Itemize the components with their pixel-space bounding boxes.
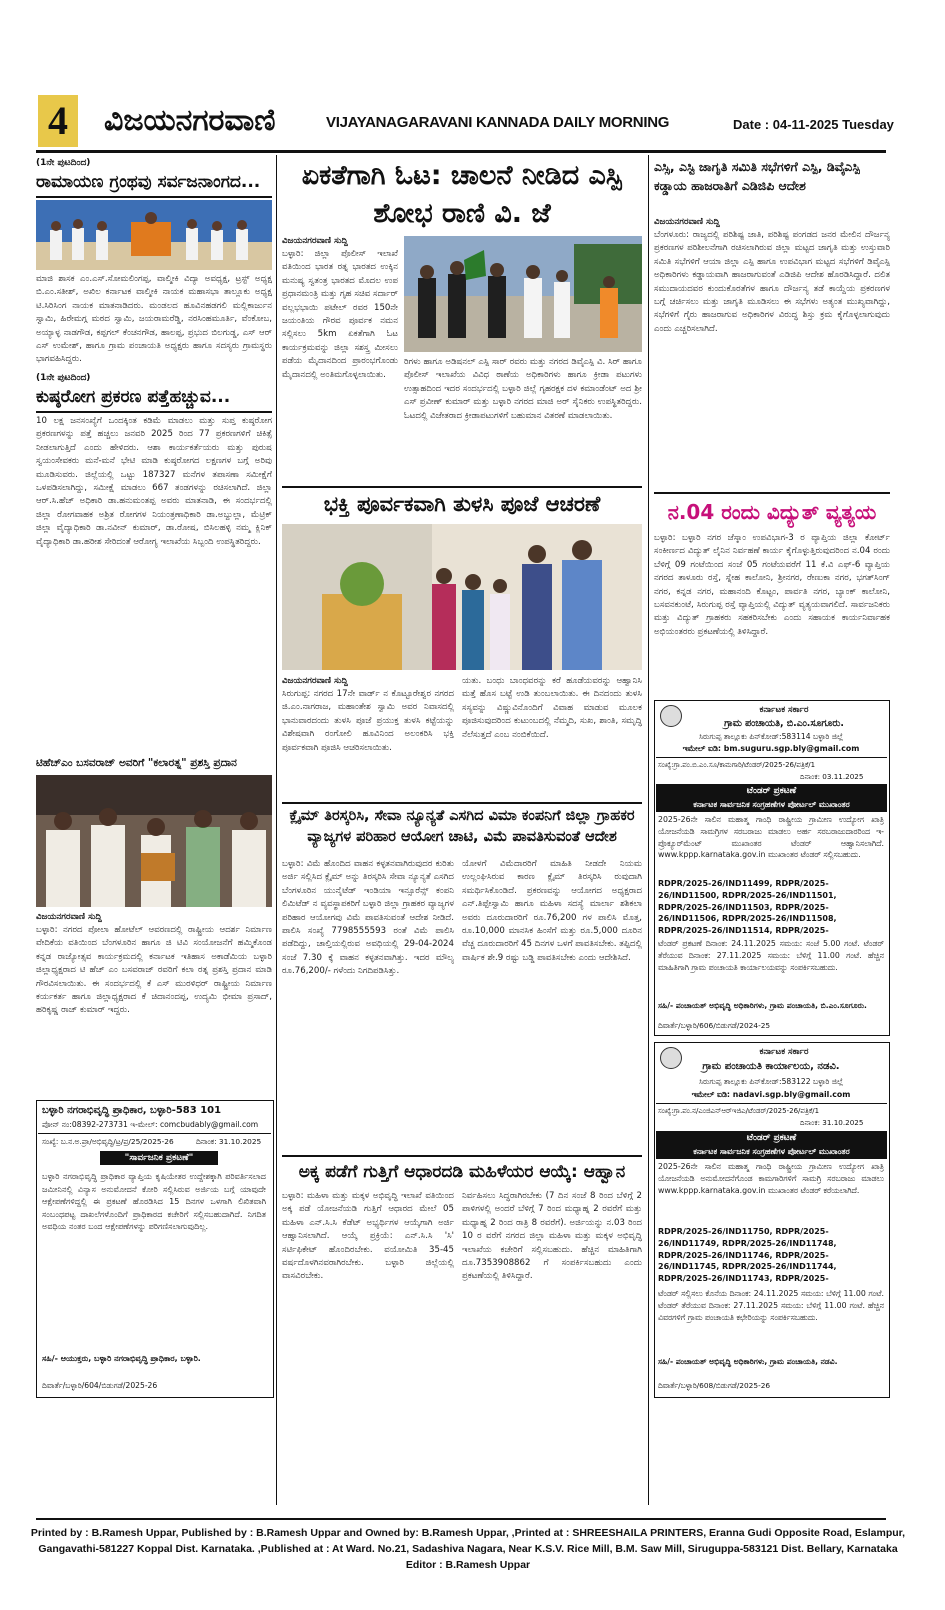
tender1-reference: ಸಂಖ್ಯೆ:ಗ್ರಾ.ಪಂ.ಬಿ.ಎಂ.ಸೂ/ಕಾಮಗಾರಿ/ಟೆಂಡರ್/2025-26/ಪತ್ರಿಕೆ/1 <box>658 761 816 769</box>
tender1-email: ಇಮೇಲ್ ಐಡಿ: bm.suguru.sgp.bly@gmail.com <box>682 744 860 753</box>
column-divider <box>276 155 277 1505</box>
sc-st-committee-headline: ಎಸ್ಸಿ, ಎಸ್ಟಿ ಜಾಗೃತಿ ಸಮಿತಿ ಸಭೆಗಳಿಗೆ ಎಸ್ಪಿ, ಡಿವೈಎಸ್ಪಿ ಕಡ್ಡಾಯ ಹಾಜರಾತಿಗೆ ಎಡಿಜಿಪಿ ಆದೇಶ <box>654 159 860 193</box>
tender2-email: ಇಮೇಲ್ ಐಡಿ: nadavi.sgp.bly@gmail.com <box>691 1090 851 1099</box>
consumer-forum-text-col2: ಯೋಳಗೆ ವಿಮೆದಾರರಿಗೆ ಮಾಹಿತಿ ನೀಡದೇ ನಿಯಮ ಉಲ್ಲಂಘಿಸಿರುವ ಕಾರಣ ಕ್ಲೈಮ್ ತಿರಸ್ಕರಿಸಿ ರುವುದಾಗಿ ಸಮರ್ಥಿಸಿಕೊಂಡಿದೆ. ಪ್ರಕರಣವನ್ನು ಆಯೋಗದ ಅಧ್ಯಕ್ಷರಾದ ಎನ್.ತಿಪ್ಪೇಸ್ವಾಮಿ ಹಾಗೂ ಮಹಿಳಾ ಸದಸ್ಯೆ ಮಾರ್ಲಾ ಶಶಿಕಲಾ ಅವರು ದೂರುದಾರರಿಗೆ ರೂ.76,200 ಗಳ ಪಾಲಿಸಿ ಮೊತ್ತ, ರೂ.10,000 ಮಾನಸಿಕ ಹಿಂಸೆಗೆ ಮತ್ತು ರೂ.5,000 ದೂರಿನ ವೆಚ್ಚ ದೂರುದಾರರಿಗೆ 45 ದಿನಗಳ ಒಳಗೆ ಪಾವತಿಸಬೇಕು. ತಪ್ಪಿದಲ್ಲಿ ವಾರ್ಷಿಕ ಶೇ.9 ರಷ್ಟು ಬಡ್ಡಿ ಪಾವತಿಸಬೇಕು ಎಂದು ಆದೇಶಿಸಿದೆ. <box>462 859 642 963</box>
tender2-subheading: ಕರ್ನಾಟಕ ಸಾರ್ವಜನಿಕ ಸಂಗ್ರಹಣೆಗಳ ಪೋರ್ಟಲ್ ಮುಖಾಂತರ <box>656 1145 887 1159</box>
government-emblem-icon <box>660 705 682 727</box>
leprosy-headline: ಕುಷ್ಠರೋಗ ಪ್ರಕರಣ ಪತ್ತೆಹಚ್ಚುವ... <box>36 387 231 407</box>
unity-run-text-col2: ರಿಗಳು ಹಾಗೂ ಅಡಿಷನಲ್ ಎಸ್ಪಿ ಸಾರ್ ರವರು ಮತ್ತು ನಗರದ ಡಿವೈಎಸ್ಪಿ ವಿ. ಸಿರ್ ಹಾಗೂ ಪೊಲೀಸ್ ಇಲಾಖೆಯ ವಿವಿಧ ಠಾಣೆಯ ಅಧಿಕಾರಿಗಳು ಹಾಗೂ ಕ್ರೀಡಾ ಪಟುಗಳು ಉತ್ಸಾಹದಿಂದ ಇದರ ಸಂದರ್ಭದಲ್ಲಿ ಬಳ್ಳಾರಿ ಜಿಲ್ಲೆ ಗೃಹರಕ್ಷಕ ದಳ ಕಮಾಂಡೆಂಟ್ ಅದ ಶ್ರೀ ಎಸ್ ಪ್ರವೀಣ್ ಕುಮಾರ್ ಮತ್ತು ಬಳ್ಳಾರಿ ನಗರದ ಮಾಜಿ ಅರ್ ಸೈನಿಕರು ಉಪಸ್ಥಿತರಿದ್ದರು. ಓಟದಲ್ಲಿ ವಿಜೇತರಾದ ಕ್ರೀಡಾಪಟುಗಳಿಗೆ ಬಹುಮಾನ ವಿತರಣೆ ಮಾಡಲಾಯಿತು. <box>404 357 642 421</box>
notice-signature: ಸಹಿ/- ಆಯುಕ್ತರು, ಬಳ್ಳಾರಿ ನಗರಾಭಿವೃದ್ಧಿ ಪ್ರಾಧಿಕಾರ, ಬಳ್ಳಾರಿ. <box>42 1354 201 1363</box>
imprint-line: Printed by : B.Ramesh Uppar, Published by : B.Ramesh Uppar and Owned by: B.Ramesh Uppar, ,Printed at : SHREESHAILA PRINTERS, Eranna Gudi Opposite Road, Eslampur, Gangavathi-581227 Koppal Dist. Karnataka. ,Published at : At Ward. No.21, Sadashiva Nagara, Near K.S.V. Rice Mill, B.M. Saw Mill, Siruguppa-583121 Dist. Bellary, Karnataka Editor : B.Ramesh Uppar <box>30 1527 906 1571</box>
tulsi-puja-byline: ವಿಜಯನಗರವಾಣಿ ಸುದ್ದಿ <box>282 676 348 686</box>
tulsi-puja-headline: ಭಕ್ತಿ ಪೂರ್ವಕವಾಗಿ ತುಳಸಿ ಪೂಜೆ ಆಚರಣೆ <box>323 492 601 516</box>
ramayana-event-photo <box>36 200 272 270</box>
akka-pade-headline: ಅಕ್ಕ ಪಡೆಗೆ ಗುತ್ತಿಗೆ ಆಧಾರದಡಿ ಮಹಿಳೆಯರ ಆಯ್ಕೆ: ಆಹ್ವಾನ <box>298 1162 626 1182</box>
tender1-govt: ಕರ್ನಾಟಕ ಸರ್ಕಾರ <box>759 705 809 715</box>
tender-rule <box>656 1103 887 1104</box>
ramayana-headline: ರಾಮಾಯಣ ಗ್ರಂಥವು ಸರ್ವಜನಾಂಗದ... <box>36 172 261 192</box>
award-headline: ಟಿಹೆಚ್‌ಎಂ ಬಸವರಾಜ್ ಅವರಿಗೆ "ಕಲಾರತ್ನ" ಪ್ರಶಸ್ತಿ ಪ್ರದಾನ <box>36 757 237 769</box>
notice-authority-title: ಬಳ್ಳಾರಿ ನಗರಾಭಿವೃದ್ಧಿ ಪ್ರಾಧಿಕಾರ, ಬಳ್ಳಾರಿ-583 101 <box>42 1105 222 1116</box>
tender1-release-code: ದಿವಾರ್ತೆ/ಬಳ್ಳಾರಿ/606/ಬಿಡುಗಡೆ/2024-25 <box>658 1021 771 1030</box>
unity-run-text-col1: ಬಳ್ಳಾರಿ: ಜಿಲ್ಲಾ ಪೊಲೀಸ್ ಇಲಾಖೆ ವತಿಯಿಂದ ಭಾರತ ರತ್ನ ಭಾರತದ ಉಕ್ಕಿನ ಮನುಷ್ಯ ಸ್ವತಂತ್ರ ಭಾರತದ ಮೊದಲ ಉಪ ಪ್ರಧಾನಮಂತ್ರಿ ಮತ್ತು ಗೃಹ ಸಚಿವ ಸರ್ದಾರ್ ವಲ್ಲಭಭಾಯಿ ಪಟೇಲ್ ರವರ 150ನೇ ಜಯಂತಿಯ ಗೌರವ ಪೂರ್ವಕ ನಮನ ಸಲ್ಲಿಸಲು 5km ಏಕತೆಗಾಗಿ ಓಟ ಕಾರ್ಯಕ್ರಮವನ್ನು ಜಿಲ್ಲಾ ಸಶಸ್ತ್ರ ಮೀಸಲು ಪಡೆಯ ಮೈದಾನದಿಂದ ಪ್ರಾರಂಭಗೊಂಡು ಮೈದಾನದಲ್ಲಿ ಅಂತಿಮಗೊಳ್ಳಲಾಯಿತು. <box>282 249 398 380</box>
unity-run-headline: ಏಕತೆಗಾಗಿ ಓಟ: ಚಾಲನೆ ನೀಡಿದ ಎಸ್ಪಿ ಶೋಭ ರಾಣಿ ವಿ. ಜೆ <box>301 160 623 229</box>
tender2-indent-codes: RDPR/2025-26/IND11750, RDPR/2025-26/IND11749, RDPR/2025-26/IND11748, RDPR/2025-26/IND11746, RDPR/2025-26/IND11745, RDPR/2025-26/IND11744, RDPR/2025-26/IND11743, RDPR/2025- <box>658 1227 837 1284</box>
headline-rule <box>36 411 272 413</box>
sc-st-article-text: ಬೆಂಗಳೂರು: ರಾಜ್ಯದಲ್ಲಿ ಪರಿಶಿಷ್ಟ ಜಾತಿ, ಪರಿಶಿಷ್ಟ ಪಂಗಡದ ಜನರ ಮೇಲಿನ ದೌರ್ಜನ್ಯ ಪ್ರಕರಣಗಳ ಪರಿಶೀಲನೆಗಾಗಿ ರಚಿಸಲಾಗಿರುವ ಜಿಲ್ಲಾ ಮಟ್ಟದ ಜಾಗೃತಿ ಮತ್ತು ಉಸ್ತುವಾರಿ ಸಮಿತಿ ಸಭೆಗಳಿಗೆ ಆಯಾ ಜಿಲ್ಲಾ ಎಸ್ಪಿ ಹಾಗೂ ಉಪವಿಭಾಗ ಮಟ್ಟದ ಸಭೆಗಳಿಗೆ ಡಿವೈಎಸ್ಪಿ ಅಧಿಕಾರಿಗಳು ಕಡ್ಡಾಯವಾಗಿ ಹಾಜರಾಗುವಂತೆ ಎಡಿಜಿಪಿ ಆದೇಶ ಹೊರಡಿಸಿದ್ದಾರೆ. ದಲಿತ ಸಮುದಾಯದವರ ಕುಂದುಕೊರತೆಗಳ ಹಾಗೂ ದೌರ್ಜನ್ಯ ತಡೆ ಕಾಯ್ದೆಯ ಪ್ರಕರಣಗಳ ಬಗ್ಗೆ ಚರ್ಚಿಸಲು ಮತ್ತು ಜಾಗೃತಿ ಮೂಡಿಸಲು ಈ ಸಭೆಗಳು ಅತ್ಯಂತ ಮುಖ್ಯವಾಗಿದ್ದು, ಸಭೆಗಳಿಗೆ ಗೈರು ಹಾಜರಾಗುವ ಅಧಿಕಾರಿಗಳ ವಿರುದ್ಧ ಶಿಸ್ತು ಕ್ರಮ ಕೈಗೊಳ್ಳಲಾಗುವುದು ಎಂದು ಎಚ್ಚರಿಸಲಾಗಿದೆ. <box>654 230 890 334</box>
consumer-forum-headline: ಕ್ಲೈಮ್ ತಿರಸ್ಕರಿಸಿ, ಸೇವಾ ನ್ಯೂನ್ಯತೆ ಎಸಗಿದ ವಿಮಾ ಕಂಪನಿಗೆ ಜಿಲ್ಲಾ ಗ್ರಾಹಕರ ವ್ಯಾಜ್ಯಗಳ ಪರಿಹಾರ ಆಯೋಗ ಚಾಟಿ, ವಿಮೆ ಪಾವತಿಸುವಂತೆ ಆದೇಶ <box>289 808 635 845</box>
tender1-body-text: 2025-26ನೇ ಸಾಲಿನ ಮಹಾತ್ಮ ಗಾಂಧಿ ರಾಷ್ಟ್ರೀಯ ಗ್ರಾಮೀಣ ಉದ್ಯೋಗ ಖಾತ್ರಿ ಯೋಜನೆಯಡಿ ಸಾಮಗ್ರಿಗಳ ಸರಬರಾಜು ಮಾಡಲು ಅರ್ಹ ಸರಬರಾಜುದಾರರಿಂದ ಇ-ಪ್ರೊಕ್ಯೂರ್‌ಮೆಂಟ್ ಮುಖಾಂತರ ಟೆಂಡರ್ ಆಹ್ವಾನಿಸಲಾಗಿದೆ. www.kppp.karnataka.gov.in ಮುಖಾಂತರ ಟೆಂಡರ್ ಸಲ್ಲಿಸಬಹುದು. <box>658 815 884 860</box>
award-article-text: ಬಳ್ಳಾರಿ: ನಗರದ ಪೋಲಾ ಹೋಟೆಲ್ ಆವರಣದಲ್ಲಿ ರಾಷ್ಟ್ರೀಯ ಆದರ್ಶ ನಿರ್ಮಾಣ ವೇದಿಕೆಯ ವತಿಯಿಂದ ಬೆಂಗಳೂರಿನ ಹಾಗೂ ಜಿ ಟಿವಿ ಸಂಯೋಜನೆಗೆ ಹಮ್ಮಿಕೊಂಡ ಕನ್ನಡ ರಾಜ್ಯೋತ್ಸವ ಕಾರ್ಯಕ್ರಮದಲ್ಲಿ ಕರ್ನಾಟಕ ಇತಿಹಾಸ ಅಕಾಡೆಮಿಯ ಬಳ್ಳಾರಿ ಜಿಲ್ಲಾಧ್ಯಕ್ಷರಾದ ಟಿ ಹೆಚ್ ಎಂ ಬಸವರಾಜ್ ರವರಿಗೆ ಕಲಾ ರತ್ನ ಪ್ರಶಸ್ತಿ ಪ್ರದಾನ ಮಾಡಿ ಗೌರವಿಸಲಾಯಿತು. ಈ ಸಂದರ್ಭದಲ್ಲಿ ಕೆ ಎಸ್ ಮುರಳಿಧರ್ ರಾಷ್ಟ್ರೀಯ ನಿರ್ಮಾಣ ಕರ್ಯಕರ್ತ ಹಾಗೂ ಜಿಲ್ಲಾಧ್ಯಕ್ಷರಾದ ಕೆ ಚಿದಾನಂದಪ್ಪ, ಉದ್ಯಮಿ ಭೀಮಾ ಪ್ರಸಾದ್, ಹರಿಕೃಷ್ಣ ರಾಜ್ ಕುಮಾರ್ ಇದ್ದರು. <box>36 925 272 1016</box>
akka-pade-text-col1: ಬಳ್ಳಾರಿ: ಮಹಿಳಾ ಮತ್ತು ಮಕ್ಕಳ ಅಭಿವೃದ್ಧಿ ಇಲಾಖೆ ವತಿಯಿಂದ ಅಕ್ಕ ಪಡೆ ಯೋಜನೆಯಡಿ ಗುತ್ತಿಗೆ ಆಧಾರದ ಮೇಲೆ 05 ಮಹಿಳಾ ಎನ್.ಸಿ.ಸಿ ಕೆಡೆಟ್ ಅಭ್ಯರ್ಥಿಗಳ ಆಯ್ಕೆಗಾಗಿ ಅರ್ಜಿ ಆಹ್ವಾನಿಸಲಾಗಿದೆ. ಆಯ್ಕೆ ಪ್ರಕ್ರಿಯೆ: ಎನ್.ಸಿ.ಸಿ 'ಸಿ' ಸರ್ಟಿಫಿಕೇಟ್ ಹೊಂದಿರಬೇಕು. ವಯೋಮಿತಿ 35-45 ವರ್ಷದೊಳಗಿನವರಾಗಿರಬೇಕು. ಬಳ್ಳಾರಿ ಜಿಲ್ಲೆಯಲ್ಲಿ ವಾಸವಿರಬೇಕು. <box>282 1191 454 1282</box>
masthead-title-kannada: ವಿಜಯನಗರವಾಣಿ <box>104 103 276 138</box>
issue-date: Date : 04-11-2025 Tuesday <box>733 117 894 132</box>
tender1-date: ದಿನಾಂಕ: 03.11.2025 <box>800 772 864 781</box>
footer-rule <box>36 1518 886 1520</box>
tender2-office: ಗ್ರಾಮ ಪಂಚಾಯತಿ ಕಾರ್ಯಾಲಯ, ನಡವಿ. <box>702 1061 840 1072</box>
notice-heading: "ಸಾರ್ವಜನಿಕ ಪ್ರಕಟಣೆ" <box>100 1151 218 1165</box>
header-rule <box>36 150 886 153</box>
headline-rule <box>36 196 272 198</box>
section-rule <box>282 1155 642 1157</box>
consumer-forum-text-col1: ಬಳ್ಳಾರಿ: ವಿಮೆ ಹೊಂದಿದ ವಾಹನ ಕಳ್ಳತನವಾಗಿರುವುದರ ಕುರಿತು ಅರ್ಜಿ ಸಲ್ಲಿಸಿದ ಕ್ಲೈಮ್ ಅನ್ನು ತಿರಸ್ಕರಿಸಿ ಸೇವಾ ನ್ಯೂನ್ಯತೆ ಎಸಗಿದ ಬೆಂಗಳೂರಿನ ಯುನೈಟೆಡ್ ಇಂಡಿಯಾ ಇನ್ಸೂರೆನ್ಸ್ ಕಂಪನಿ ಲಿಮಿಟೆಡ್ ನ ವ್ಯವಸ್ಥಾಪಕರಿಗೆ ಬಳ್ಳಾರಿ ಜಿಲ್ಲಾ ಗ್ರಾಹಕರ ವ್ಯಾಜ್ಯಗಳ ಪರಿಹಾರ ಆಯೋಗವು ವಿಮೆ ಪಾವತಿಸುವಂತೆ ಆದೇಶ ನೀಡಿದೆ. ಪಾಲಿಸಿ ಸಂಖ್ಯೆ 7798555593 ರಂತೆ ವಿಮೆ ಪಾಲಿಸಿ ಪಡೆದಿದ್ದು, ಚಾಲ್ತಿಯಲ್ಲಿರುವ ಅವಧಿಯಲ್ಲಿ 29-04-2024 ಸಂಜೆ 7.30 ಕ್ಕೆ ವಾಹನ ಕಳ್ಳತನವಾಗಿತ್ತು. ಇದರ ಮೌಲ್ಯ ರೂ.76,200/- ಗಳೆಂದು ನಿಗದಿಪಡಿಸಿತ್ತು. <box>282 859 454 977</box>
tender1-address: ಸಿರುಗುಪ್ಪ ತಾಲ್ಲೂಕು ಪಿನ್‌ಕೋಡ್:583114 ಬಳ್ಳಾರಿ ಜಿಲ್ಲೆ <box>698 732 844 741</box>
masthead-title-english: VIJAYANAGARAVANI KANNADA DAILY MORNING <box>326 114 670 131</box>
tender1-schedule-text: ಟೆಂಡರ್ ಪ್ರಕಟಣೆ ದಿನಾಂಕ: 24.11.2025 ಸಮಯ: ಸಂಜೆ 5.00 ಗಂಟೆ. ಟೆಂಡರ್ ತೆರೆಯುವ ದಿನಾಂಕ: 27.11.2025 ಸಮಯ: ಬೆಳಿಗ್ಗೆ 11.00 ಗಂಟೆ. ಹೆಚ್ಚಿನ ಮಾಹಿತಿಗಾಗಿ ಗ್ರಾಮ ಪಂಚಾಯತಿ ಕಾರ್ಯಾಲಯವನ್ನು ಸಂಪರ್ಕಿಸಬಹುದು. <box>658 939 884 972</box>
ramayana-article-text: ಮಾಜಿ ಶಾಸಕ ಎಂ.ಎಸ್.ಸೋಮಲಿಂಗಪ್ಪ, ವಾಲ್ಮೀಕಿ ವಿದ್ಯಾ ಅವಧ್ಯಕ್ಷ, ಟ್ರಸ್ಟ್ ಅಧ್ಯಕ್ಷ ಬಿ.ಎಂ.ಸತೀಶ್, ಅಖಿಲ ಕರ್ನಾಟಕ ವಾಲ್ಮೀಕಿ ನಾಯಕ ಮಹಾಸಭಾ ತಾಲ್ಲೂಕು ಅಧ್ಯಕ್ಷ ಟಿ.ಸಿರಿಸಿಂಗ ನಾಯಕ ಮಾತನಾಡಿದರು. ಮಂಡಲದ ಹೂವಿನಹಡಗಲಿ ಮಲ್ಲಿಕಾರ್ಜುನ ಸ್ವಾಮಿ, ಹಿರೇಮಗ್ಗ ಮಠದ ಸ್ವಾಮಿ, ಜಯರಾಮರೆಡ್ಡಿ, ನರಸಿಂಹಮೂರ್ತಿ, ವೆಂಕೋಬ, ಅಯ್ಯಾಳ್ಳ ನಾಡಗೌಡ, ಕಪ್ಪಗಲ್ ಕೆಂಚನಗೌಡ, ಹಾಲಪ್ಪ, ಪ್ರಭುದ ಬಿಲಗುಡ್ಡ, ಎಸ್ ಆರ್ ಎಸ್ ಉಮೇಶ್, ಹಾಗೂ ಗ್ರಾಮ ಪಂಚಾಯತಿ ಅಧ್ಯಕ್ಷರು ಹಾಗೂ ಸದಸ್ಯರು ಗ್ರಾಮಸ್ಥರು ಭಾಗವಹಿಸಿದ್ದರು. <box>36 274 272 365</box>
section-rule <box>282 802 642 804</box>
tender2-reference: ಸಂಖ್ಯೆ:ಗ್ರಾ.ಪಂ.ನ/ಎಂಜಿಎನ್‌ಆರ್‌ಇಜಿಎ/ಟೆಂಡರ್/2025-26/ಪತ್ರಿಕೆ/1 <box>658 1107 820 1115</box>
tender2-release-code: ದಿವಾರ್ತೆ/ಬಳ್ಳಾರಿ/608/ಬಿಡುಗಡೆ/2025-26 <box>658 1381 771 1390</box>
unity-run-byline: ವಿಜಯನಗರವಾಣಿ ಸುದ್ದಿ <box>282 236 348 246</box>
tender1-heading: ಟೆಂಡರ್ ಪ್ರಕಟಣೆ <box>656 784 887 798</box>
tender1-subheading: ಕರ್ನಾಟಕ ಸಾರ್ವಜನಿಕ ಸಂಗ್ರಹಣೆಗಳ ಪೋರ್ಟಲ್ ಮುಖಾಂತರ <box>656 798 887 812</box>
tender2-date: ದಿನಾಂಕ: 31.10.2025 <box>800 1118 864 1127</box>
tender2-govt: ಕರ್ನಾಟಕ ಸರ್ಕಾರ <box>759 1047 809 1057</box>
award-ceremony-photo <box>36 775 272 907</box>
award-byline: ವಿಜಯನಗರವಾಣಿ ಸುದ್ದಿ <box>36 912 102 922</box>
tulsi-puja-text-col1: ಸಿರುಗುಪ್ಪ: ನಗರದ 17ನೇ ವಾರ್ಡ್ ನ ಕೊಟ್ಟೂರೇಶ್ವರ ನಗರದ ಜಿ.ಎಂ.ನಾಗರಾಜ, ಮಹಾಂತೇಶ ಸ್ವಾಮಿ ಅವರ ನಿವಾಸದಲ್ಲಿ ಭಾನುವಾರದಂದು ತುಳಸಿ ಪೂಜೆ ಪ್ರಯುಕ್ತ ತುಳಸಿ ಕಟ್ಟೆಯನ್ನು ವಿಶೇಷವಾಗಿ ರಂಗೋಲಿ ಹೂವಿನಿಂದ ಅಲಂಕರಿಸಿ ಭಕ್ತಿ ಪೂರ್ವಕವಾಗಿ ಪೂಜಿಸಿ ಆಚರಿಸಲಾಯಿತು. <box>282 689 454 753</box>
tender2-heading: ಟೆಂಡರ್ ಪ್ರಕಟಣೆ <box>656 1131 887 1145</box>
tulsi-puja-photo <box>282 524 642 670</box>
power-outage-headline: ನ.04 ರಂದು ವಿದ್ಯುತ್ ವ್ಯತ್ಯಯ <box>667 500 877 524</box>
tender1-signature: ಸಹಿ/- ಪಂಚಾಯತ್ ಅಭಿವೃದ್ಧಿ ಅಧಿಕಾರಿಗಳು, ಗ್ರಾಮ ಪಂಚಾಯತಿ, ಬಿ.ಎಂ.ಸೂಗೂರು. <box>658 1001 867 1010</box>
tender2-body-text: 2025-26ನೇ ಸಾಲಿನ ಮಹಾತ್ಮ ಗಾಂಧಿ ರಾಷ್ಟ್ರೀಯ ಗ್ರಾಮೀಣ ಉದ್ಯೋಗ ಖಾತ್ರಿ ಯೋಜನೆಯಡಿ ಅನುಮೋದನೆಗೊಂಡ ಕಾಮಗಾರಿಗಳಿಗೆ ಸಾಮಗ್ರಿ ಸರಬರಾಜು ಮಾಡಲು www.kppp.karnataka.gov.in ಮುಖಾಂತರ ಟೆಂಡರ್ ಕರೆಯಲಾಗಿದೆ. <box>658 1162 884 1195</box>
tulsi-puja-text-col2: ಯತು. ಬಂಧು ಬಾಂಧವರನ್ನು ಕರೆ ಹೂಡೆಯವರನ್ನು ಆಹ್ವಾನಿಸಿ ಮತ್ತೆ ಹೊಸ ಬಟ್ಟೆ ಉಡಿ ತುಂಬಲಾಯಿತು. ಈ ದಿನದಂದು ತುಳಸಿ ಸಸ್ಯವನ್ನು ವಿಷ್ಣುವಿನೊಂದಿಗೆ ವಿವಾಹ ಮಾಡುವ ಮೂಲಕ ಪೂಜಿಸುವುದರಿಂದ ಕುಟುಂಬದಲ್ಲಿ ನೆಮ್ಮದಿ, ಸುಖ, ಶಾಂತಿ, ಸಮೃದ್ಧಿ ನೆಲೆಸುತ್ತದೆ ಎಂಬ ನಂಬಿಕೆಯಿದೆ. <box>462 676 642 740</box>
notice-release-code: ದಿವಾರ್ತೆ/ಬಳ್ಳಾರಿ/604/ಬಿಡುಗಡೆ/2025-26 <box>42 1381 158 1390</box>
notice-body-text: ಬಳ್ಳಾರಿ ನಗರಾಭಿವೃದ್ಧಿ ಪ್ರಾಧಿಕಾರ ವ್ಯಾಪ್ತಿಯ ಕೃಷಿಯೇತರ ಉದ್ದೇಶಕ್ಕಾಗಿ ಪರಿವರ್ತಿಸಲಾದ ಜಮೀನಿನಲ್ಲಿ ವಿನ್ಯಾಸ ಅನುಮೋದನೆ ಕೋರಿ ಸಲ್ಲಿಸಿರುವ ಅರ್ಜಿಯ ಬಗ್ಗೆ ಯಾವುದೇ ಆಕ್ಷೇಪಣೆಗಳಿದ್ದಲ್ಲಿ ಈ ಪ್ರಕಟಣೆ ಹೊರಡಿಸಿದ 15 ದಿನಗಳ ಒಳಗಾಗಿ ಲಿಖಿತವಾಗಿ ಸಂಬಂಧಪಟ್ಟ ದಾಖಲೆಗಳೊಂದಿಗೆ ಪ್ರಾಧಿಕಾರದ ಕಚೇರಿಗೆ ಸಲ್ಲಿಸಬಹುದಾಗಿದೆ. ನಿಗದಿತ ಅವಧಿಯ ನಂತರ ಬಂದ ಆಕ್ಷೇಪಣೆಗಳನ್ನು ಪರಿಗಣಿಸಲಾಗುವುದಿಲ್ಲ. <box>42 1171 266 1232</box>
sc-st-byline: ವಿಜಯನಗರವಾಣಿ ಸುದ್ದಿ <box>654 217 720 227</box>
unity-run-photo <box>404 236 642 352</box>
tender2-signature: ಸಹಿ/- ಪಂಚಾಯತ್ ಅಭಿವೃದ್ಧಿ ಅಧಿಕಾರಿಗಳು, ಗ್ರಾಮ ಪಂಚಾಯತಿ, ನಡವಿ. <box>658 1357 838 1366</box>
notice-date: ದಿನಾಂಕ: 31.10.2025 <box>196 1137 262 1146</box>
notice-contact: ಪೋನ್ ನಂ:08392-273731 ಇ-ಮೇಲ್: comcbudably@gmail.com <box>42 1120 259 1129</box>
column-divider <box>648 155 649 1505</box>
notice-rule <box>38 1133 271 1134</box>
akka-pade-text-col2: ನಿರ್ವಹಿಸಲು ಸಿದ್ಧರಾಗಿರಬೇಕು (7 ದಿನ ಸಂಜೆ 8 ರಿಂದ ಬೆಳಿಗ್ಗೆ 2 ಪಾಳಿಗಳಲ್ಲಿ ಅಂದರೆ ಬೆಳಿಗ್ಗೆ 7 ರಿಂದ ಮಧ್ಯಾಹ್ನ 2 ರವರೆಗೆ ಮತ್ತು ಮಧ್ಯಾಹ್ನ 2 ರಿಂದ ರಾತ್ರಿ 8 ರವರೆಗೆ). ಅರ್ಜಿಯನ್ನು ನ.03 ರಿಂದ 10 ರ ವರೆಗೆ ನಗರದ ಜಿಲ್ಲಾ ಮಹಿಳಾ ಮತ್ತು ಮಕ್ಕಳ ಅಭಿವೃದ್ಧಿ ಇಲಾಖೆಯ ಕಚೇರಿಗೆ ಸಲ್ಲಿಸಬಹುದು. ಹೆಚ್ಚಿನ ಮಾಹಿತಿಗಾಗಿ ದೂ.7353908862 ಗೆ ಸಂಪರ್ಕಿಸಬಹುದು ಎಂದು ಪ್ರಕಟಣೆಯಲ್ಲಿ ತಿಳಿಸಿದ್ದಾರೆ. <box>462 1191 642 1282</box>
tender1-indent-codes: RDPR/2025-26/IND11499, RDPR/2025-26/IND11500, RDPR/2025-26/IND11501, RDPR/2025-26/IND11503, RDPR/2025-26/IND11506, RDPR/2025-26/IND11508, RDPR/2025-26/IND11514, RDPR/2025- <box>658 879 837 936</box>
tender1-office: ಗ್ರಾಮ ಪಂಚಾಯತಿ, ಬಿ.ಎಂ.ಸೂಗೂರು. <box>724 718 844 729</box>
tender-rule <box>656 757 887 758</box>
section-rule <box>282 486 642 488</box>
page-number: 4 <box>38 95 78 147</box>
section-rule <box>654 492 890 494</box>
continued-tag: (1ನೇ ಪುಟದಿಂದ) <box>36 158 91 168</box>
tender2-address: ಸಿರುಗುಪ್ಪ ತಾಲ್ಲೂಕು ಪಿನ್‌ಕೋಡ್:583122 ಬಳ್ಳಾರಿ ಜಿಲ್ಲೆ <box>698 1077 844 1086</box>
notice-reference: ಸಂಖ್ಯೆ: ಬ.ನ.ಅ.ಪ್ರಾ/ಅಭಿವೃದ್ಧಿ/ಟ್ರ/ಪ್ರ/25/2025-26 <box>42 1137 174 1146</box>
power-outage-text: ಬಳ್ಳಾರಿ: ಬಳ್ಳಾರಿ ನಗರ ಜೆಸ್ಕಾಂ ಉಪವಿಭಾಗ-3 ರ ವ್ಯಾಪ್ತಿಯ ಜಿಲ್ಲಾ ಕೋರ್ಟ್ ಸಂಕೀರ್ಣದ ವಿದ್ಯುತ್ ಲೈನಿನ ನಿರ್ವಹಣೆ ಕಾರ್ಯ ಕೈಗೊಳ್ಳುತ್ತಿರುವುದರಿಂದ ನ.04 ರಂದು ಬೆಳಿಗ್ಗೆ 09 ಗಂಟೆಯಿಂದ ಸಂಜೆ 05 ಗಂಟೆಯವರೆಗೆ 11 ಕೆ.ವಿ ಎಫ್-6 ವ್ಯಾಪ್ತಿಯ ನಗರದ ತಾಳೂರು ರಸ್ತೆ, ಸ್ನೇಹ ಕಾಲೋನಿ, ಶ್ರೀನಗರ, ರೇಣುಕಾ ನಗರ, ಭಗತ್‌ಸಿಂಗ್ ನಗರ, ಕನ್ನಡ ನಗರ, ಮಹಾನಂದಿ ಕೊಟ್ಟಂ, ಪಾರ್ವತಿ ನಗರ, ಬ್ಯಾಂಕ್ ಕಾಲೋನಿ, ಬಸವನಕುಂಟೆ, ಸಿರುಗುಪ್ಪ ರಸ್ತೆ ವ್ಯಾಪ್ತಿಯಲ್ಲಿ ವಿದ್ಯುತ್ ವ್ಯತ್ಯಯವಾಗಲಿದೆ. ಸಾರ್ವಜನಿಕರು ಮತ್ತು ವಿದ್ಯುತ್ ಗ್ರಾಹಕರು ಸಹಕರಿಸಬೇಕು ಎಂದು ಸಹಾಯಕ ಕಾರ್ಯನಿರ್ವಾಹಕ ಅಭಿಯಂತರರು ಪ್ರಕಟಣೆಯಲ್ಲಿ ತಿಳಿಸಿದ್ದಾರೆ. <box>654 533 890 637</box>
continued-tag: (1ನೇ ಪುಟದಿಂದ) <box>36 373 91 383</box>
leprosy-article-text: 10 ಲಕ್ಷ ಜನಸಂಖ್ಯೆಗೆ ಒಂದಕ್ಕಿಂತ ಕಡಿಮೆ ಮಾಡಲು ಮತ್ತು ಸುಪ್ತ ಕುಷ್ಠರೋಗ ಪ್ರಕರಣಗಳನ್ನು ಪತ್ತೆ ಹಚ್ಚಲು ಜನವರಿ 2025 ರಿಂದ 77 ಪ್ರಕರಣಗಳಿಗೆ ಚಿಕಿತ್ಸೆ ನೀಡಲಾಗುತ್ತಿದೆ ಎಂದು ಹೇಳಿದರು. ಆಶಾ ಕಾರ್ಯಕರ್ತೆಯರು ಮತ್ತು ಪುರುಷ ಸ್ವಯಂಸೇವಕರು ಮನೆ-ಮನೆ ಭೇಟಿ ಮಾಡಿ ಕುಷ್ಠರೋಗದ ಲಕ್ಷಣಗಳ ಬಗ್ಗೆ ಅರಿವು ಮೂಡಿಸುವರು. ಜಿಲ್ಲೆಯಲ್ಲಿ ಒಟ್ಟು 187327 ಮನೆಗಳ ತಪಾಸಣಾ ಸಮೀಕ್ಷೆಗೆ ಒಳಪಡಿಸಲಾಗಿದ್ದು, ಸಮೀಕ್ಷೆ ಮಾಡಲು 667 ತಂಡಗಳನ್ನು ರಚಿಸಲಾಗಿದೆ. ಜಿಲ್ಲಾ ಆರ್.ಸಿ.ಹೆಚ್ ಅಧಿಕಾರಿ ಡಾ.ಹನುಮಂತಪ್ಪ ಅವರು ಮಾತನಾಡಿ, ಈ ಸಂದರ್ಭದಲ್ಲಿ ಜಿಲ್ಲಾ ರೋಗವಾಹಕ ಅಶ್ರಿತ ರೋಗಗಳ ನಿಯಂತ್ರಣಾಧಿಕಾರಿ ಡಾ.ಅಬ್ದುಲ್ಲಾ, ಮೆಟ್ರಿಕ್ ಜಿಲ್ಲಾ ವೈದ್ಯಾಧಿಕಾರಿ ಡಾ.ನವೀನ್ ಕುಮಾರ್, ಡಾ.ರೋಷ, ಬಿಸಿಲಹಳ್ಳಿ ನಮ್ಮ ಕ್ಲಿನಿಕ್ ವೈದ್ಯಾಧಿಕಾರಿ ಡಾ.ಹರೀಶ ಸೇರಿದಂತೆ ಆರೋಗ್ಯ ಇಲಾಖೆಯ ಸಿಬ್ಬಂದಿ ಉಪಸ್ಥಿತರಿದ್ದರು. <box>36 416 272 547</box>
tender2-schedule-text: ಟೆಂಡರ್ ಸಲ್ಲಿಸಲು ಕೊನೆಯ ದಿನಾಂಕ: 24.11.2025 ಸಮಯ: ಬೆಳಿಗ್ಗೆ 11.00 ಗಂಟೆ. ಟೆಂಡರ್ ತೆರೆಯುವ ದಿನಾಂಕ: 27.11.2025 ಸಮಯ: ಬೆಳಿಗ್ಗೆ 11.00 ಗಂಟೆ. ಹೆಚ್ಚಿನ ವಿವರಗಳಿಗೆ ಗ್ರಾಮ ಪಂಚಾಯತಿ ಕಛೇರಿಯನ್ನು ಸಂಪರ್ಕಿಸಬಹುದು. <box>658 1289 884 1322</box>
